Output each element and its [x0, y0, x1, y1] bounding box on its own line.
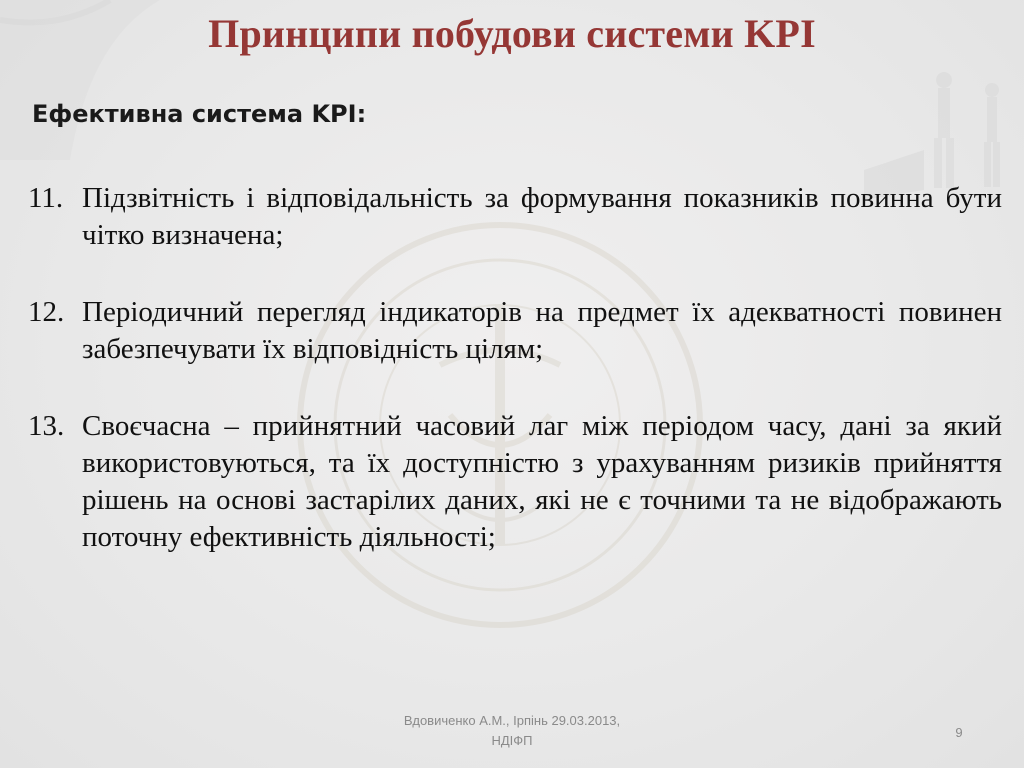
slide-footer	[362, 711, 662, 751]
page-number: 9	[955, 725, 963, 740]
footer-author-line: Вдовиченко А.М., Ірпінь 29.03.2013,	[403, 713, 621, 728]
slide-subtitle: Ефективна система KPI:	[32, 100, 367, 128]
list-item-number: 13.	[28, 410, 65, 442]
list-item-number: 11.	[28, 182, 64, 214]
list-item-text: Підзвітність і відповідальність за формування показників повинна бути чітко визначена;	[82, 182, 1002, 251]
list-item-text: Періодичний перегляд індикаторів на предмет їх адекватності повинен забезпечувати їх відповідність цілям;	[82, 296, 1002, 365]
slide-title: Принципи побудови системи KPI	[208, 11, 816, 56]
list-item-number: 12.	[28, 296, 65, 328]
list-item	[28, 180, 1002, 254]
footer-org-line: НДІФП	[491, 733, 533, 748]
kpi-principles-list	[28, 180, 1002, 596]
list-item	[28, 294, 1002, 368]
list-item-text: Своєчасна – прийнятний часовий лаг між періодом часу, дані за який використовуються, та їх доступністю з урахуванням ризиків прийняття рішень на основі застарілих даних, які не є точними та не відображають поточну ефективність діяльності;	[82, 410, 1002, 553]
list-item	[28, 408, 1002, 556]
